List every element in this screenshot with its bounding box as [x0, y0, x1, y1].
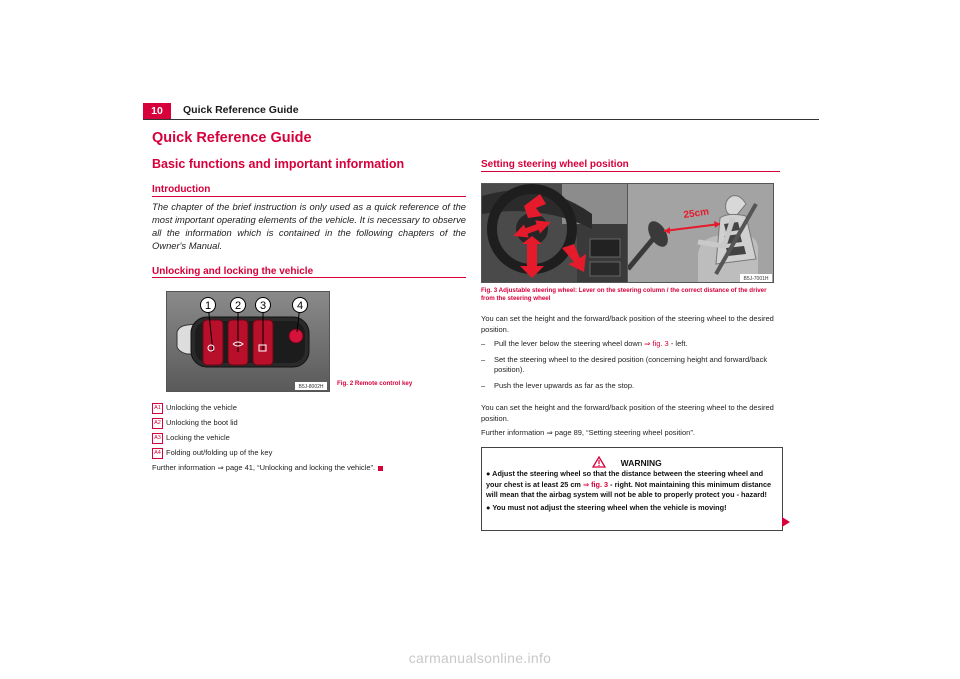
seating-distance-figure — [627, 183, 774, 283]
step-text: Set the steering wheel to the desired position (concerning height and forward/back position). — [494, 354, 768, 374]
step-item: – Push the lever upwards as far as the stop. — [481, 380, 635, 390]
intro-text: The chapter of the brief instruction is only used as a quick reference of the most important operating elements of the vehicle. It is necessary to observe all the information which is contained in the following chapters of the Owner's Manual. — [152, 201, 466, 251]
warning-triangle-icon — [592, 456, 606, 468]
warning-box — [481, 447, 783, 531]
intro-rule — [152, 196, 466, 197]
remote-key-illustration — [167, 292, 329, 391]
further-info-text[interactable]: Further information ⇒ page 41, “Unlocking and locking the vehicle”. — [152, 463, 376, 472]
distance-label: 25cm — [682, 206, 710, 221]
step-text: Pull the lever below the steering wheel down ⇒ fig. 3 - left. — [494, 339, 688, 348]
legend-text: Unlocking the boot lid — [166, 418, 238, 427]
unlock-heading: Unlocking and locking the vehicle — [152, 266, 314, 277]
list-item — [152, 417, 238, 428]
steering-rule — [481, 171, 780, 172]
steering-lever-figure — [481, 183, 628, 283]
fig3-link-warning[interactable]: ⇒ fig. 3 — [582, 479, 609, 489]
step-item: – Pull the lever below the steering wheel down ⇒ fig. 3 - left. — [481, 339, 688, 348]
list-item — [152, 402, 237, 413]
further-info-unlocking — [152, 462, 383, 473]
warning-bullets — [486, 469, 778, 513]
steering-lever-illustration — [482, 184, 627, 282]
legend-text: Locking the vehicle — [166, 433, 230, 442]
page-number: 10 — [143, 103, 171, 119]
continue-arrow-icon — [782, 517, 790, 527]
legend-badge-a1: A1 — [152, 403, 163, 414]
legend-badge-a2: A2 — [152, 418, 163, 429]
steering-heading: Setting steering wheel position — [481, 159, 629, 170]
remote-key-figure — [166, 291, 330, 392]
step-item: – Set the steering wheel to the desired position (concerning height and forward/back position). — [481, 355, 781, 376]
warning-bullet-2: ● You must not adjust the steering wheel when the vehicle is moving! — [486, 502, 727, 512]
step-text: Push the lever upwards as far as the stop. — [494, 380, 635, 390]
section-title: Basic functions and important information — [152, 157, 405, 171]
list-item — [152, 432, 230, 443]
legend-text: Folding out/folding up of the key — [166, 448, 273, 457]
fig2-code: B5J-8002H — [298, 384, 324, 390]
key-label-2: 2 — [234, 300, 242, 312]
key-label-4: 4 — [296, 300, 304, 312]
fig3-code: B5J-7001H — [743, 276, 769, 282]
warning-bullet-1: ● Adjust the steering wheel so that the distance between the steering wheel and your chest is at least 25 cm ⇒ fig. 3 - right. Not maintaining this minimum distance will mean that the airbag system will not be able to properly protect you - hazard! — [486, 469, 772, 499]
fig2-caption: Fig. 2 Remote control key — [337, 380, 413, 387]
legend-badge-a3: A3 — [152, 433, 163, 444]
intro-heading: Introduction — [152, 184, 211, 195]
running-header: Quick Reference Guide — [183, 104, 299, 116]
section-end-marker — [378, 466, 383, 471]
legend-badge-a4: A4 — [152, 448, 163, 459]
key-label-3: 3 — [259, 300, 267, 312]
legend-text: Unlocking the vehicle — [166, 403, 237, 412]
page-title: Quick Reference Guide — [152, 130, 312, 146]
header-rule — [143, 119, 819, 120]
list-item — [152, 447, 272, 458]
watermark: carmanualsonline.info — [408, 650, 552, 666]
step-list — [481, 339, 781, 391]
fig3-caption: Fig. 3 Adjustable steering wheel: Lever on the steering column / the correct distance of the driver from the steering wheel — [481, 287, 767, 302]
steering-paragraph-1: You can set the height and the forward/back position of the steering wheel to the desired position. — [481, 314, 774, 334]
key-label-1: 1 — [204, 300, 212, 312]
warning-title: WARNING — [620, 458, 662, 468]
steering-paragraph-2: You can set the height and the forward/back position of the steering wheel to the desired position. — [481, 403, 774, 423]
seating-distance-illustration — [628, 184, 773, 282]
unlock-rule — [152, 277, 466, 278]
further-info-steering[interactable]: Further information ⇒ page 89, “Setting steering wheel position”. — [481, 428, 695, 437]
fig3-link[interactable]: ⇒ fig. 3 — [644, 339, 669, 348]
